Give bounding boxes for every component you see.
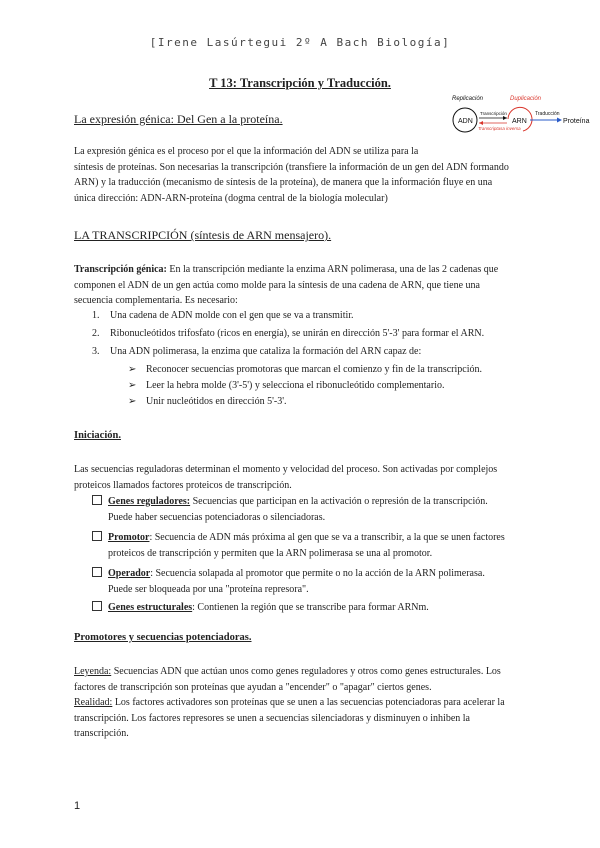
checklist-item-cont: Puede haber secuencias potenciadoras o silenciadoras. xyxy=(108,512,326,523)
checklist-item: Promotor: Secuencia de ADN más próxima al gen que se va a transcribir, a la que se unen factores xyxy=(92,530,505,546)
checklist-item: Genes reguladores: Secuencias que participan en la activación o represión de la transcripción. xyxy=(92,494,488,510)
arrow-bullet-icon: ➢ xyxy=(128,364,137,375)
page-title: T 13: Transcripción y Traducción. xyxy=(209,76,391,90)
expression-paragraph xyxy=(74,144,528,206)
diagram-reverse-label: Transcriptasa inversa xyxy=(478,126,521,131)
paragraph-line: transcripción. Los factores represores se unen a secuencias silenciadoras y disminuyen o inhiben la xyxy=(74,712,470,724)
arrow-head-icon xyxy=(479,121,483,125)
paragraph-line: Realidad: Los factores activadores son proteínas que se unen a las secuencias potenciadoras para acelerar la xyxy=(74,697,505,708)
page-number: 1 xyxy=(74,800,81,812)
list-item: 2. Ribonucleótidos trifosfato (ricos en energía), se unirán en dirección 5'-3' para formar el ARN. xyxy=(92,328,485,339)
checkbox-icon xyxy=(92,601,102,611)
paragraph-line: ARN) y la traducción (mecanismo de síntesis de la proteína), de manera que la información fluye en una xyxy=(74,177,493,188)
paragraph-line: síntesis de proteínas. Son necesarias la transcripción (transfiere la información de un gen del ADN formando xyxy=(74,161,509,173)
paragraph-line: proteicos llamados factores proteicos de transcripción. xyxy=(74,479,292,491)
diagram-protein: Proteína xyxy=(563,118,590,125)
list-item: 1. Una cadena de ADN molde con el gen que se va a transmitir. xyxy=(92,310,354,321)
checklist-item: Operador: Secuencia solapada al promotor que permite o no la acción de la ARN polimerasa. xyxy=(92,566,485,582)
paragraph-line: Transcripción génica: En la transcripción mediante la enzima ARN polimerasa, una de las 2 cadenas que xyxy=(74,264,499,275)
diagram-arn: ARN xyxy=(512,118,527,125)
arrow-bullet-icon: ➢ xyxy=(128,380,137,391)
checklist-item: Genes estructurales: Contienen la región que se transcribe para formar ARNm. xyxy=(92,600,429,616)
list-item: 3. Una ADN polimerasa, la enzima que cataliza la formación del ARN capaz de: xyxy=(92,346,422,357)
diagram-adn: ADN xyxy=(458,118,473,125)
paragraph-line: componen el ADN de un gen actúa como molde para la síntesis de una cadena de ARN, que tiene una xyxy=(74,279,480,291)
checkbox-icon xyxy=(92,495,102,505)
checkbox-icon xyxy=(92,531,102,541)
diagram-translation-label: Traducción xyxy=(535,111,560,117)
section-heading-initiation: Iniciación. xyxy=(74,430,121,441)
initiation-paragraph xyxy=(74,462,528,493)
bold-term: Transcripción génica: xyxy=(74,264,167,275)
arrow-bullet-icon: ➢ xyxy=(128,396,137,407)
diagram-replication-label: Replicación xyxy=(452,96,484,102)
checkbox-icon xyxy=(92,567,102,577)
sub-item: ➢ Unir nucleótidos en dirección 5'-3'. xyxy=(128,394,287,410)
sub-item: ➢ Leer la hebra molde (3'-5') y selecciona el ribonucleótido complementario. xyxy=(128,378,444,394)
paragraph-line: transcripción. xyxy=(74,728,129,739)
page-header: [Irene Lasúrtegui 2º A Bach Biología] xyxy=(149,36,451,49)
section-heading-expression: La expresión génica: Del Gen a la proteína. xyxy=(74,112,283,126)
paragraph-line: secuencia complementaria. Es necesario: xyxy=(74,295,238,306)
paragraph-line: Las secuencias reguladoras determinan el momento y velocidad del proceso. Son activadas por complejos xyxy=(74,464,498,475)
diagram-duplication-label: Duplicación xyxy=(510,96,542,102)
paragraph-line: única dirección: ADN-ARN-proteína (dogma central de la biología molecular) xyxy=(74,192,388,204)
paragraph-line: Leyenda: Secuencias ADN que actúan unos como genes reguladores y otros como genes estructurales. Los xyxy=(74,666,501,677)
paragraph-line: factores de transcripción son proteínas que ayudan a "encender" o "apagar" ciertos genes. xyxy=(74,681,432,693)
sub-item: ➢ Reconocer secuencias promotoras que marcan el comienzo y fin de la transcripción. xyxy=(128,362,482,378)
section-heading-promoters: Promotores y secuencias potenciadoras. xyxy=(74,632,252,643)
checklist-item-cont: proteicos de transcripción y permiten que la ARN polimerasa se una al promotor. xyxy=(108,548,433,559)
arrow-head-icon xyxy=(503,116,507,120)
transcription-paragraph xyxy=(74,262,528,309)
checklist-item-cont: Puede ser bloqueada por una "proteína represora". xyxy=(108,584,309,595)
arrow-head-icon xyxy=(557,118,562,123)
section-heading-transcription: LA TRANSCRIPCIÓN (síntesis de ARN mensajero). xyxy=(74,228,332,242)
paragraph-line: La expresión génica es el proceso por el que la información del ADN se utiliza para la xyxy=(74,146,419,157)
diagram-transcription-label: Transcripción xyxy=(480,111,507,116)
central-dogma-diagram xyxy=(448,92,594,146)
promoters-paragraph xyxy=(74,664,528,742)
